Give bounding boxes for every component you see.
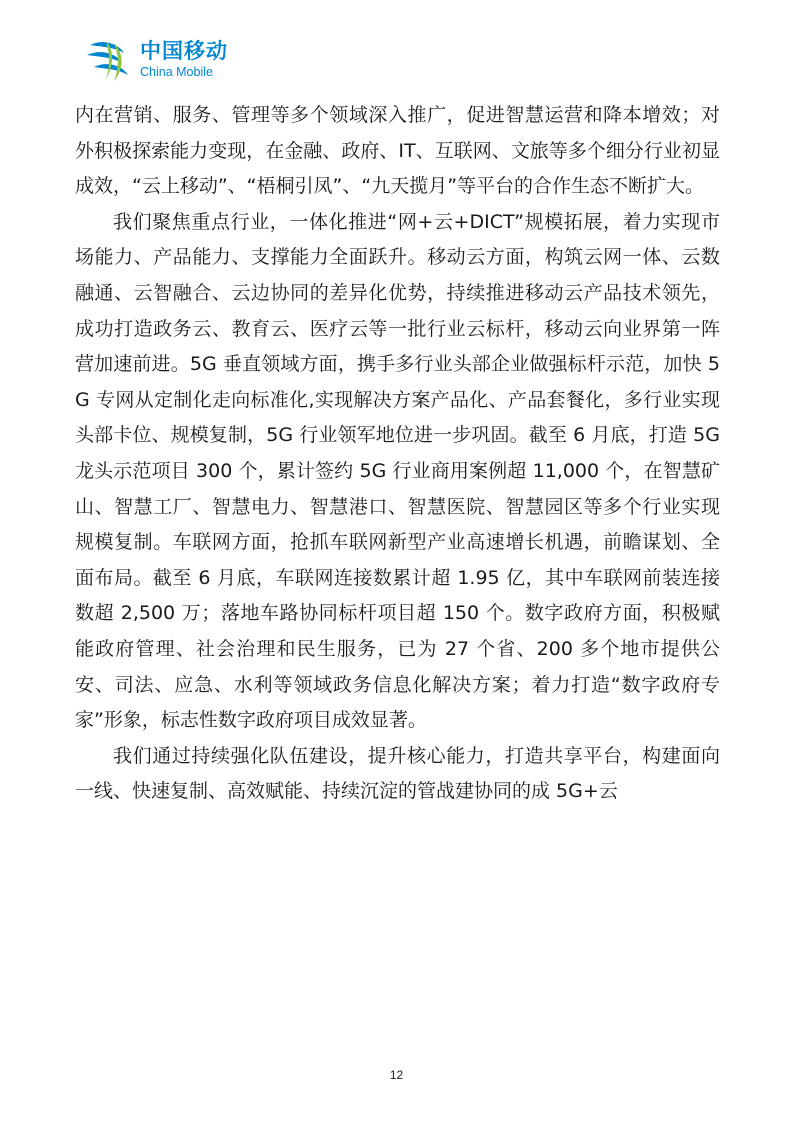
document-body <box>75 98 720 810</box>
paragraph-continuation: 内在营销、服务、管理等多个领域深入推广，促进智慧运营和降本增效；对外积极探索能力变现，在金融、政府、IT、互联网、文旅等多个细分行业初显成效，“云上移动”、“梧桐引凤”、“九天揽月”等平台的合作生态不断扩大。 <box>75 104 720 198</box>
paragraph-team: 我们通过持续强化队伍建设，提升核心能力，打造共享平台，构建面向一线、快速复制、高效赋能、持续沉淀的管战建协同的成 5G+云 <box>75 744 720 803</box>
logo-chinese-text: 中国移动 <box>140 39 228 64</box>
logo-english-text: China Mobile <box>140 65 213 80</box>
page-header <box>84 32 228 88</box>
page-number: 12 <box>389 1068 404 1082</box>
paragraph-industry: 我们聚焦重点行业，一体化推进“网+云+DICT”规模拓展，着力实现市场能力、产品能力、支撑能力全面跃升。移动云方面，构筑云网一体、云数融通、云智融合、云边协同的差异化优势，持续推进移动云产品技术领先，成功打造政务云、教育云、医疗云等一批行业云标杆，移动云向业界第一阵营加速前进。5G 垂直领域方面，携手多行业头部企业做强标杆示范，加快 5G 专网从定制化走向标准化,实现解决方案产品化、产品套餐化，多行业实现头部卡位、规模复制，5G 行业领军地位进一步巩固。截至 6 月底，打造 5G 龙头示范项目 300 个，累计签约 5G 行业商用案例超 11,000 个，在智慧矿山、智慧工厂、智慧电力、智慧港口、智慧医院、智慧园区等多个行业实现规模复制。车联网方面，抢抓车联网新型产业高速增长机遇，前瞻谋划、全面布局。截至 6 月底，车联网连接数累计超 1.95 亿，其中车联网前装连接数超 2,500 万；落地车路协同标杆项目超 150 个。数字政府方面，积极赋能政府管理、社会治理和民生服务，已为 27 个省、200 多个地市提供公安、司法、应急、水利等领域政务信息化解决方案；着力打造“数字政府专家”形象，标志性数字政府项目成效显著。 <box>75 210 720 732</box>
china-mobile-logo-icon <box>84 37 134 83</box>
